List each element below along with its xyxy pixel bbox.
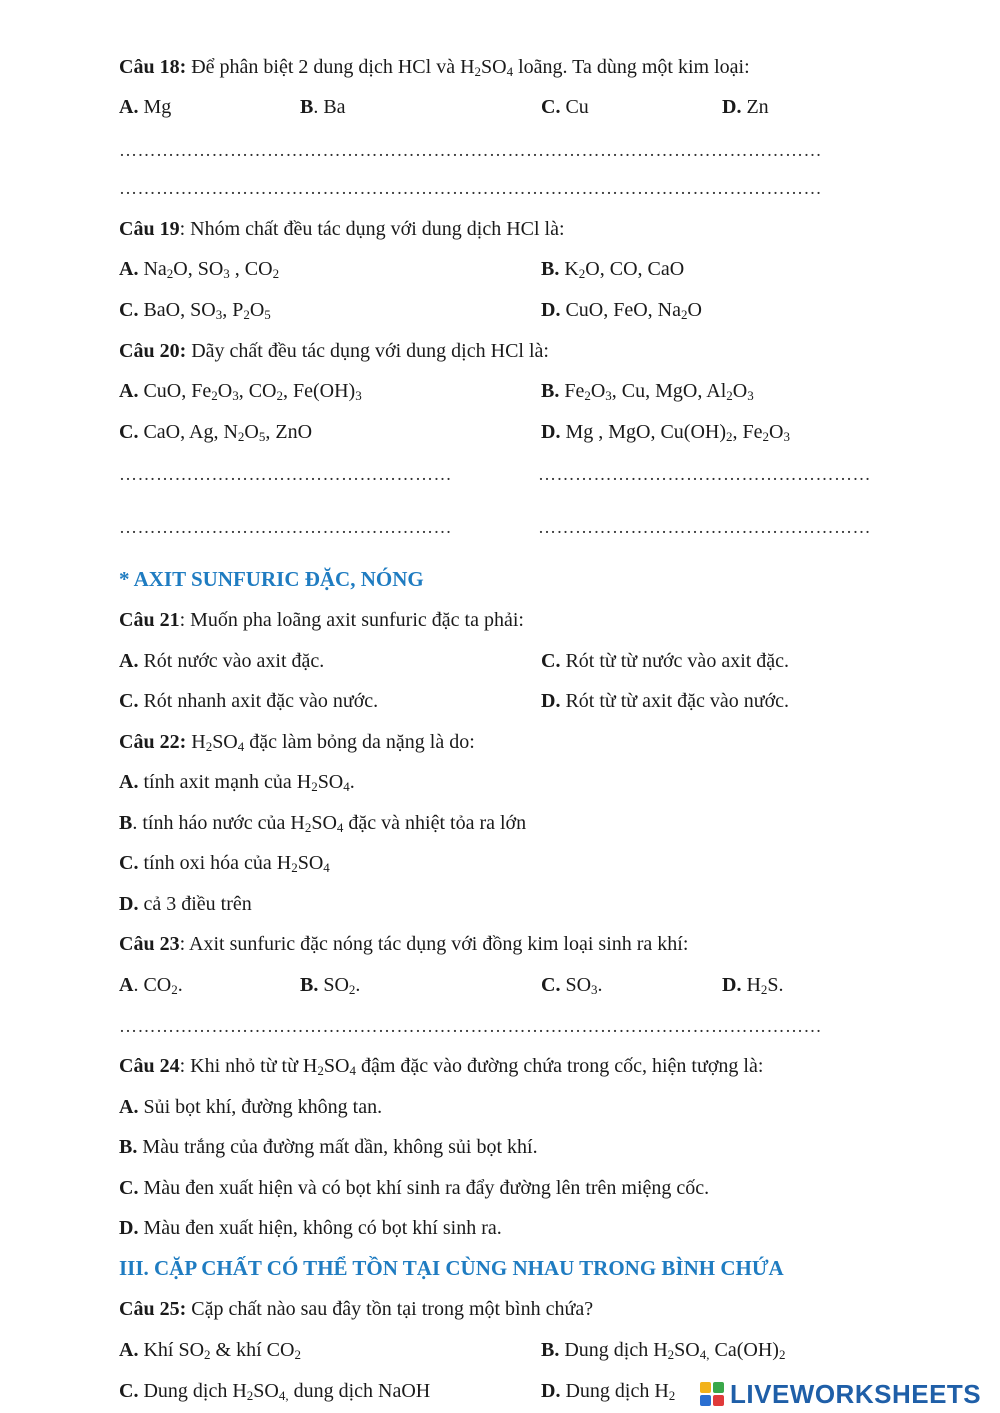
question-18: Câu 18: Để phân biệt 2 dung dịch HCl và $H_2SO_4$ loãng. Ta dùng một kim loại:: [119, 56, 750, 79]
q18-option-a[interactable]: A. Mg: [119, 96, 172, 118]
q21-option-b[interactable]: C. Rót từ từ nước vào axit đặc.: [541, 650, 790, 672]
answer-line[interactable]: ………………………………………………: [119, 517, 452, 537]
q21-option-d[interactable]: D. Rót từ từ axit đặc vào nước.: [541, 690, 790, 712]
q22-option-a[interactable]: A. tính axit mạnh của $H_2SO_4$.: [119, 771, 355, 794]
q18-option-c[interactable]: C. Cu: [541, 96, 589, 118]
q18-option-b[interactable]: B. Ba: [300, 96, 346, 118]
answer-line[interactable]: ………………………………………………: [119, 464, 452, 484]
q22-option-b[interactable]: B. tính háo nước của $H_2SO_4$ đặc và nhiệt tỏa ra lớn: [119, 812, 527, 835]
question-label: Câu 18:: [119, 56, 187, 78]
q19-option-c[interactable]: C. BaO, $SO_3$, $P_2O_5$: [119, 299, 271, 322]
answer-line[interactable]: ………………………………………………: [538, 517, 871, 537]
question-19: Câu 19: Nhóm chất đều tác dụng với dung dịch HCl là:: [119, 218, 565, 240]
q20-option-c[interactable]: C. CaO, Ag, $N_2O_5$, ZnO: [119, 421, 313, 444]
liveworksheets-watermark: [700, 1379, 981, 1409]
answer-line[interactable]: ……………………………………………………………………………………………………: [119, 178, 822, 198]
q23-option-b[interactable]: B. $SO_2$.: [300, 974, 361, 997]
q25-option-d[interactable]: D. Dung dịch $H_2$: [541, 1380, 676, 1403]
q19-option-d[interactable]: D. CuO, FeO, $Na_2O$: [541, 299, 702, 322]
q20-option-d[interactable]: D. Mg , MgO, $Cu(OH)_2$, $Fe_2O_3$: [541, 421, 790, 444]
question-22: Câu 22: $H_2SO_4$ đặc làm bỏng da nặng là do:: [119, 731, 475, 754]
answer-line[interactable]: ……………………………………………………………………………………………………: [119, 1016, 822, 1036]
q23-option-a[interactable]: A. $CO_2$.: [119, 974, 183, 997]
q25-option-a[interactable]: A. Khí $SO_2$ & khí $CO_2$: [119, 1339, 301, 1362]
q22-option-c[interactable]: C. tính oxi hóa của $H_2SO_4$: [119, 852, 330, 875]
q18-option-d[interactable]: D. Zn: [722, 96, 769, 118]
watermark-text: LIVEWORKSHEETS: [730, 1378, 982, 1409]
q25-option-c[interactable]: C. Dung dịch $H_2SO_{4,}$ dung dịch NaOH: [119, 1380, 431, 1403]
q20-option-b[interactable]: B. $Fe_2O_3$, Cu, MgO, $Al_2O_3$: [541, 380, 754, 403]
q24-option-c[interactable]: C. Màu đen xuất hiện và có bọt khí sinh ra đẩy đường lên trên miệng cốc.: [119, 1177, 710, 1199]
q25-option-b[interactable]: B. Dung dịch $H_2SO_{4,}$ $Ca(OH)_2$: [541, 1339, 786, 1362]
q20-option-a[interactable]: A. CuO, $Fe_2O_3$, $CO_2$, $Fe(OH)_3$: [119, 380, 362, 403]
q24-option-a[interactable]: A. Sủi bọt khí, đường không tan.: [119, 1096, 383, 1118]
q19-option-b[interactable]: B. $K_2O$, CO, CaO: [541, 258, 685, 281]
q19-option-a[interactable]: A. $Na_2O$, $SO_3$ , $CO_2$: [119, 258, 280, 281]
question-23: Câu 23: Axit sunfuric đặc nóng tác dụng với đồng kim loại sinh ra khí:: [119, 933, 689, 955]
q22-option-d[interactable]: D. cả 3 điều trên: [119, 893, 252, 915]
q23-option-c[interactable]: C. $SO_3$.: [541, 974, 603, 997]
q24-option-d[interactable]: D. Màu đen xuất hiện, không có bọt khí sinh ra.: [119, 1217, 502, 1239]
section-heading-iii: III. CẶP CHẤT CÓ THỂ TỒN TẠI CÙNG NHAU TRONG BÌNH CHỨA: [119, 1256, 784, 1280]
q21-option-a[interactable]: A. Rót nước vào axit đặc.: [119, 650, 325, 672]
q21-option-c[interactable]: C. Rót nhanh axit đặc vào nước.: [119, 690, 379, 712]
liveworksheets-logo-icon: [700, 1382, 724, 1406]
section-heading-axit: * AXIT SUNFURIC ĐẶC, NÓNG: [119, 567, 424, 591]
question-20: Câu 20: Dãy chất đều tác dụng với dung dịch HCl là:: [119, 340, 549, 362]
question-21: Câu 21: Muốn pha loãng axit sunfuric đặc ta phải:: [119, 609, 524, 631]
q24-option-b[interactable]: B. Màu trắng của đường mất dần, không sủi bọt khí.: [119, 1136, 538, 1158]
q23-option-d[interactable]: D. $H_2S$.: [722, 974, 784, 997]
question-24: Câu 24: Khi nhỏ từ từ $H_2SO_4$ đậm đặc vào đường chứa trong cốc, hiện tượng là:: [119, 1055, 764, 1078]
answer-line[interactable]: ………………………………………………: [538, 464, 871, 484]
answer-line[interactable]: ……………………………………………………………………………………………………: [119, 140, 822, 160]
question-25: Câu 25: Cặp chất nào sau đây tồn tại trong một bình chứa?: [119, 1298, 594, 1320]
